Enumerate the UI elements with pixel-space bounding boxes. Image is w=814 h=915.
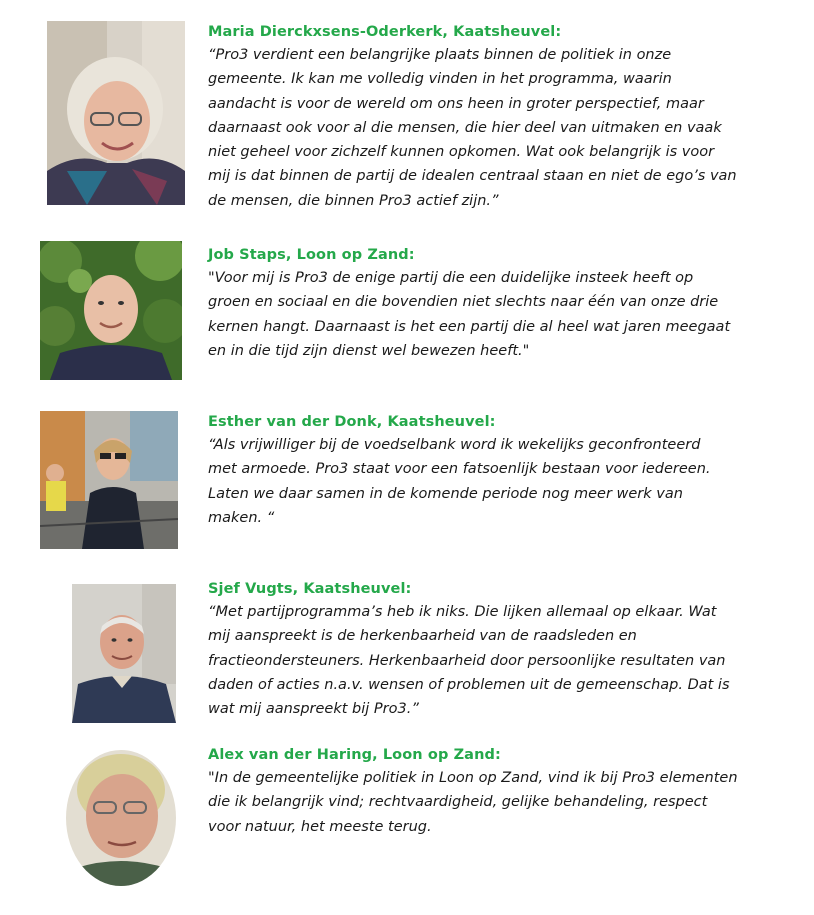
testimonial-quote: "In de gemeentelijke politiek in Loon op Zand, vind ik bij Pro3 elementen die ik belangrijk vind; rechtvaardigheid, gelijke behandeling, respect voor natuur, het meeste terug. <box>208 770 738 835</box>
testimonial-quote: "Voor mij is Pro3 de enige partij die een duidelijke insteek heeft op groen en sociaal en die bovendien niet slechts naar één van onze drie kernen hangt. Daarnaast is het een partij die al heel wat jaren meegaat en in die tijd zijn dienst wel bewezen heeft." <box>208 270 731 359</box>
portrait-photo-sjef <box>72 584 176 723</box>
testimonial-quote: “Met partijprogramma’s heb ik niks. Die lijken allemaal op elkaar. Wat mij aanspreekt is de herkenbaarheid van de raadsleden en fractieondersteuners. Herkenbaarheid door persoonlijke resultaten van daden of acties n.a.v. wensen of problemen uit de gemeenschap. Dat is wat mij aanspreekt bij Pro3.” <box>208 604 730 718</box>
portrait-photo-alex <box>66 750 176 886</box>
testimonial-quote: “Als vrijwilliger bij de voedselbank word ik wekelijks geconfronteerd met armoede. Pro3 staat voor een fatsoenlijk bestaan voor iedereen. Laten we daar samen in de komende periode nog meer werk van maken. “ <box>208 437 711 526</box>
portrait-photo-job <box>40 241 182 380</box>
testimonial-quote: “Pro3 verdient een belangrijke plaats binnen de politiek in onze gemeente. Ik kan me volledig vinden in het programma, waarin aandacht is voor de wereld om ons heen in groter perspectief, maar daarnaast ook voor al die mensen, die hier deel van uitmaken en vaak niet geheel voor zichzelf kunnen opkomen. Wat ook belangrijk is voor mij is dat binnen de partij de idealen centraal staan en niet de ego’s van de mensen, die binnen Pro3 actief zijn.” <box>208 47 737 209</box>
testimonial-name: Alex van der Haring, Loon op Zand: <box>208 747 501 763</box>
portrait-photo-esther <box>40 411 178 549</box>
testimonial-name: Esther van der Donk, Kaatsheuvel: <box>208 414 496 430</box>
portrait-photo-maria <box>47 21 185 205</box>
testimonial-name: Maria Dierckxsens-Oderkerk, Kaatsheuvel: <box>208 24 562 40</box>
testimonial-name: Job Staps, Loon op Zand: <box>208 247 415 263</box>
testimonial-name: Sjef Vugts, Kaatsheuvel: <box>208 581 412 597</box>
